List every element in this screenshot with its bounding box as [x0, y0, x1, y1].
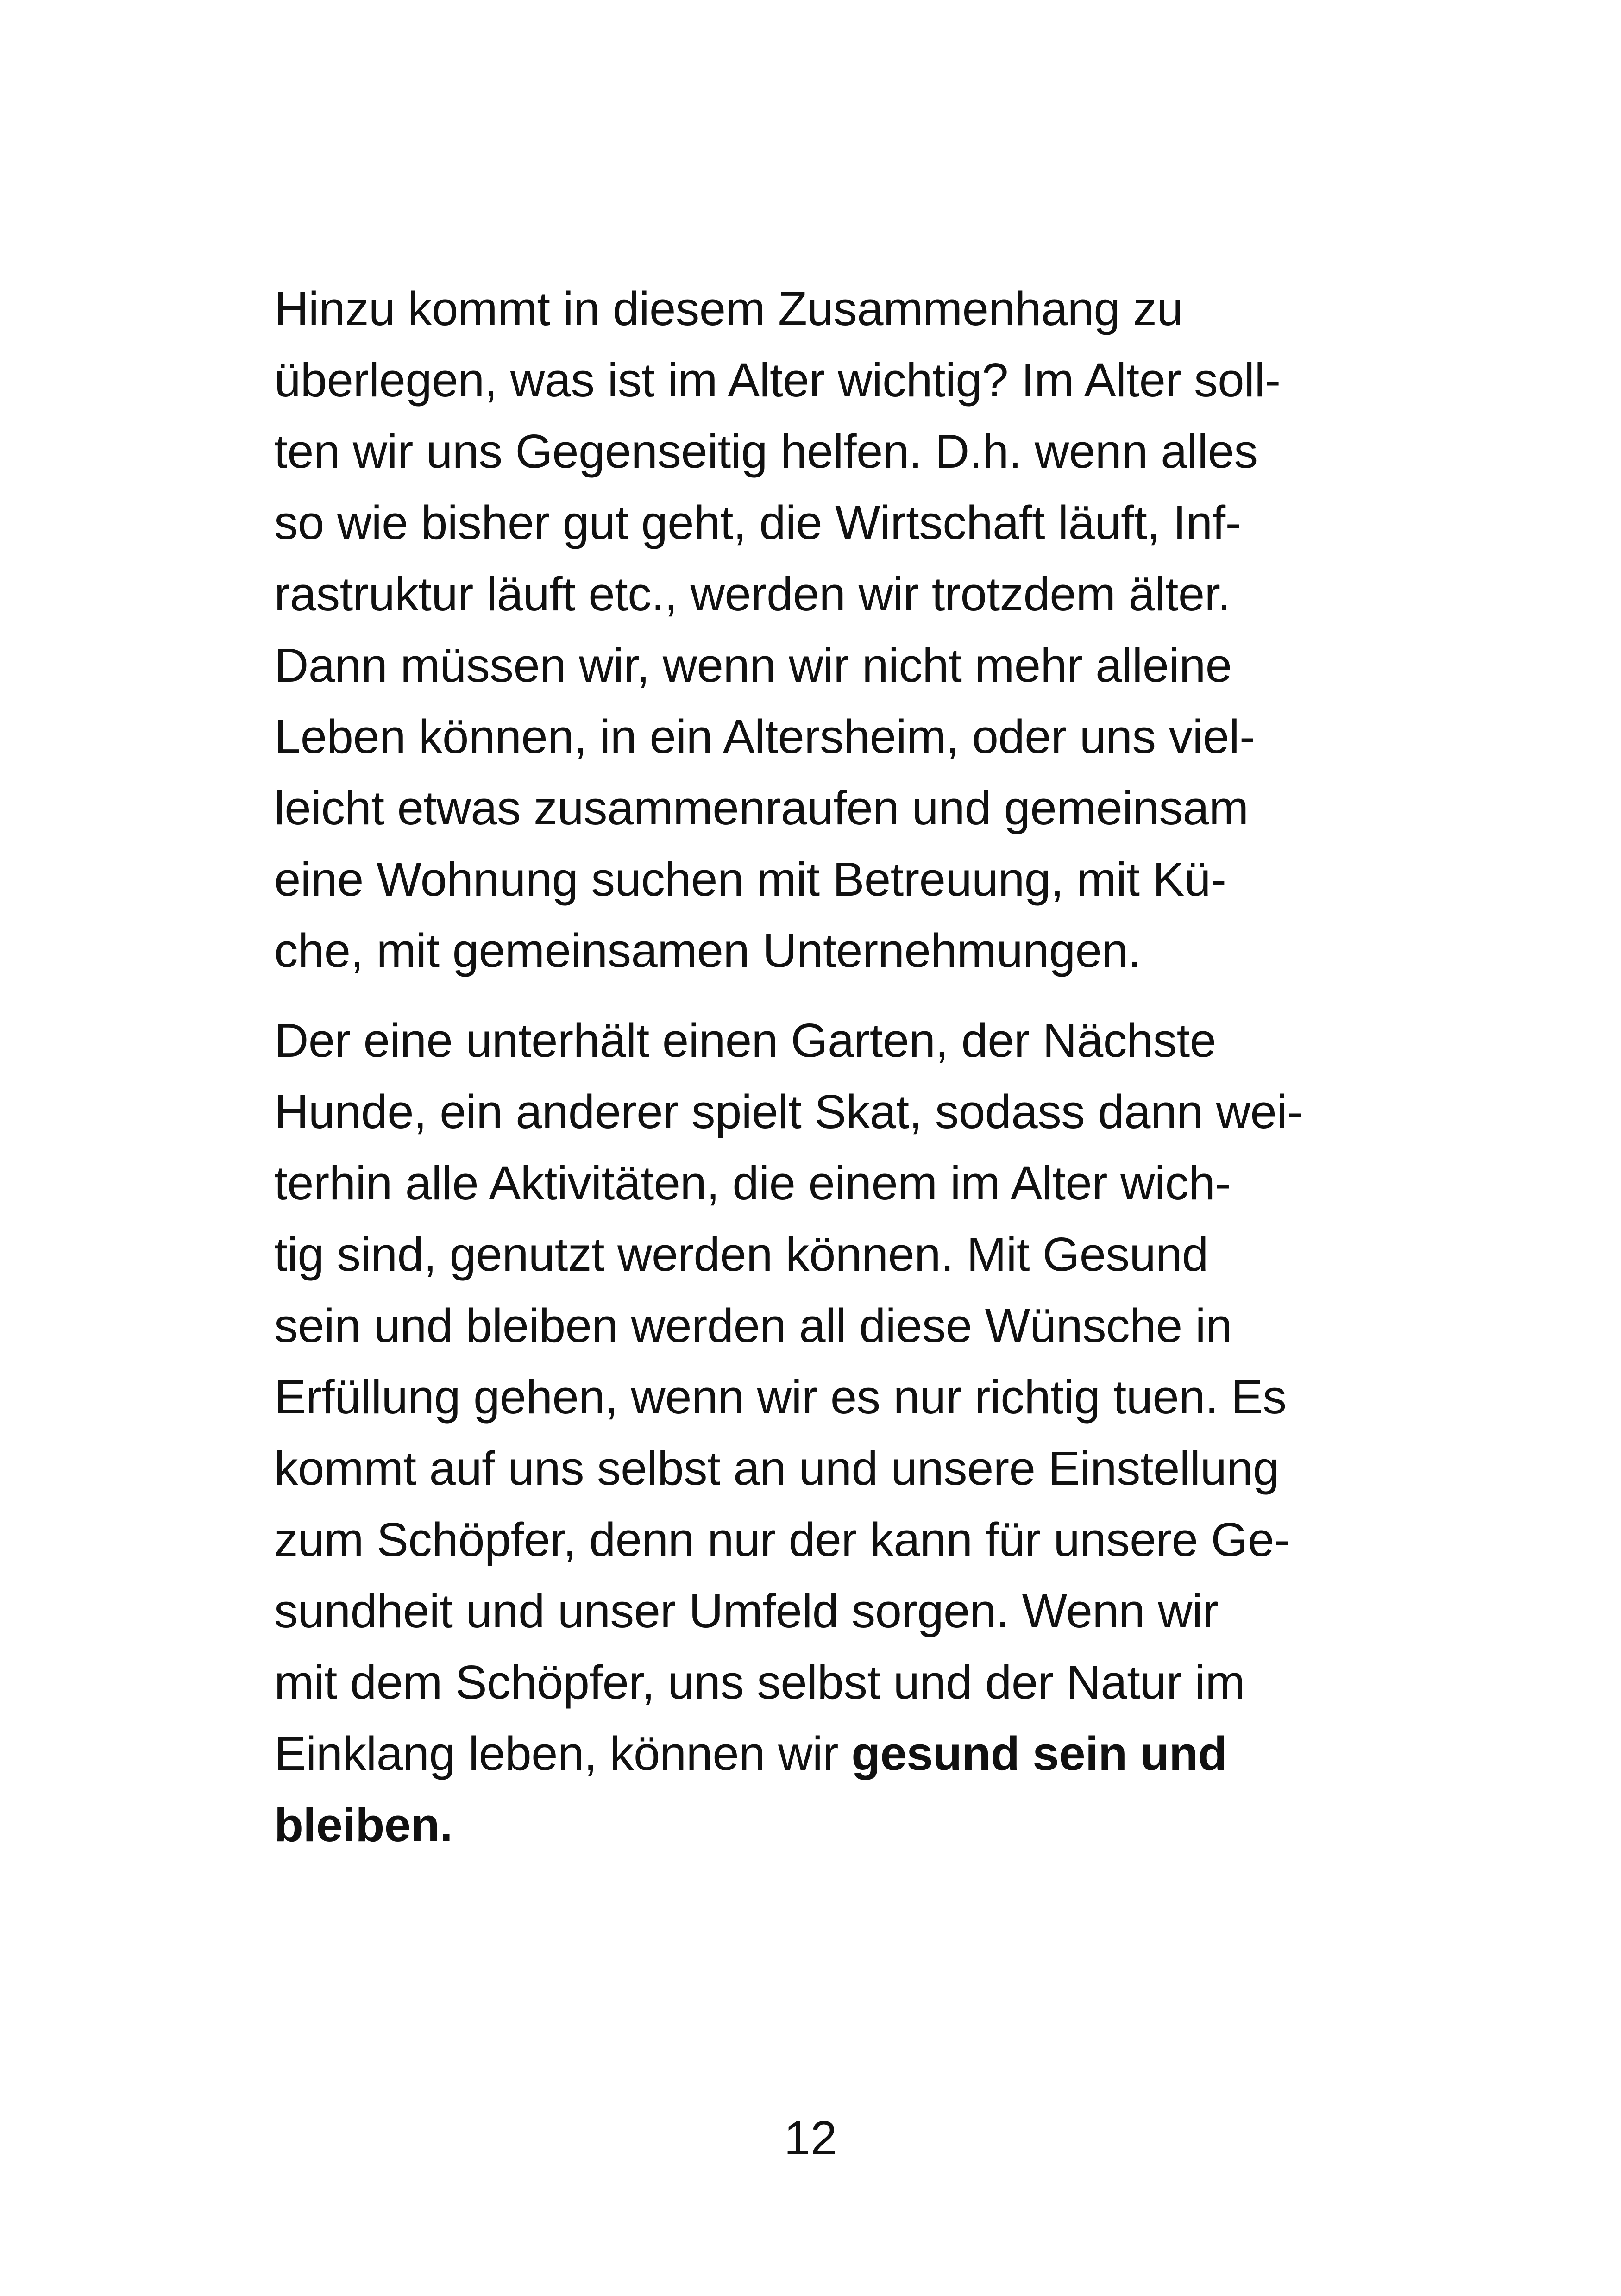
text-line: tig sind, genutzt werden können. Mit Gesund	[274, 1228, 1208, 1281]
text-line: sundheit und unser Umfeld sorgen. Wenn wir	[274, 1584, 1219, 1637]
text-line: Dann müssen wir, wenn wir nicht mehr alleine	[274, 639, 1232, 692]
text-line: leicht etwas zusammenraufen und gemeinsam	[274, 781, 1249, 834]
text-regular-segment: Einklang leben, können wir	[274, 1727, 852, 1780]
paragraph-1	[274, 273, 1353, 986]
text-line: mit dem Schöpfer, uns selbst und der Natur im	[274, 1656, 1245, 1709]
page-number: 12	[784, 2111, 837, 2164]
text-line: eine Wohnung suchen mit Betreuung, mit Kü-	[274, 853, 1226, 906]
text-line: Hinzu kommt in diesem Zusammenhang zu	[274, 282, 1183, 335]
body-text	[274, 273, 1353, 1861]
text-line: kommt auf uns selbst an und unsere Einstellung	[274, 1442, 1279, 1495]
text-line: ten wir uns Gegenseitig helfen. D.h. wenn alles	[274, 425, 1258, 478]
text-line: so wie bisher gut geht, die Wirtschaft läuft, Inf-	[274, 496, 1241, 549]
text-line: zum Schöpfer, denn nur der kann für unsere Ge-	[274, 1513, 1290, 1566]
text-line: Der eine unterhält einen Garten, der Nächste	[274, 1014, 1216, 1067]
emphasis-text: gesund sein und	[851, 1727, 1227, 1780]
text-line: Leben können, in ein Altersheim, oder uns viel-	[274, 710, 1255, 763]
text-line: terhin alle Aktivitäten, die einem im Alter wich-	[274, 1156, 1231, 1210]
paragraph-spacer	[274, 986, 1353, 1005]
text-line-mixed	[274, 1718, 1353, 1789]
text-line: Erfüllung gehen, wenn wir es nur richtig tuen. Es	[274, 1370, 1287, 1424]
emphasis-closing-line: bleiben.	[274, 1798, 453, 1851]
text-line: Hunde, ein anderer spielt Skat, sodass dann wei-	[274, 1085, 1303, 1138]
paragraph-2	[274, 1005, 1353, 1861]
text-line: sein und bleiben werden all diese Wünsche in	[274, 1299, 1232, 1352]
text-line: überlegen, was ist im Alter wichtig? Im Alter soll-	[274, 353, 1281, 407]
text-line: che, mit gemeinsamen Unternehmungen.	[274, 924, 1141, 977]
text-line: rastruktur läuft etc., werden wir trotzdem älter.	[274, 567, 1231, 621]
